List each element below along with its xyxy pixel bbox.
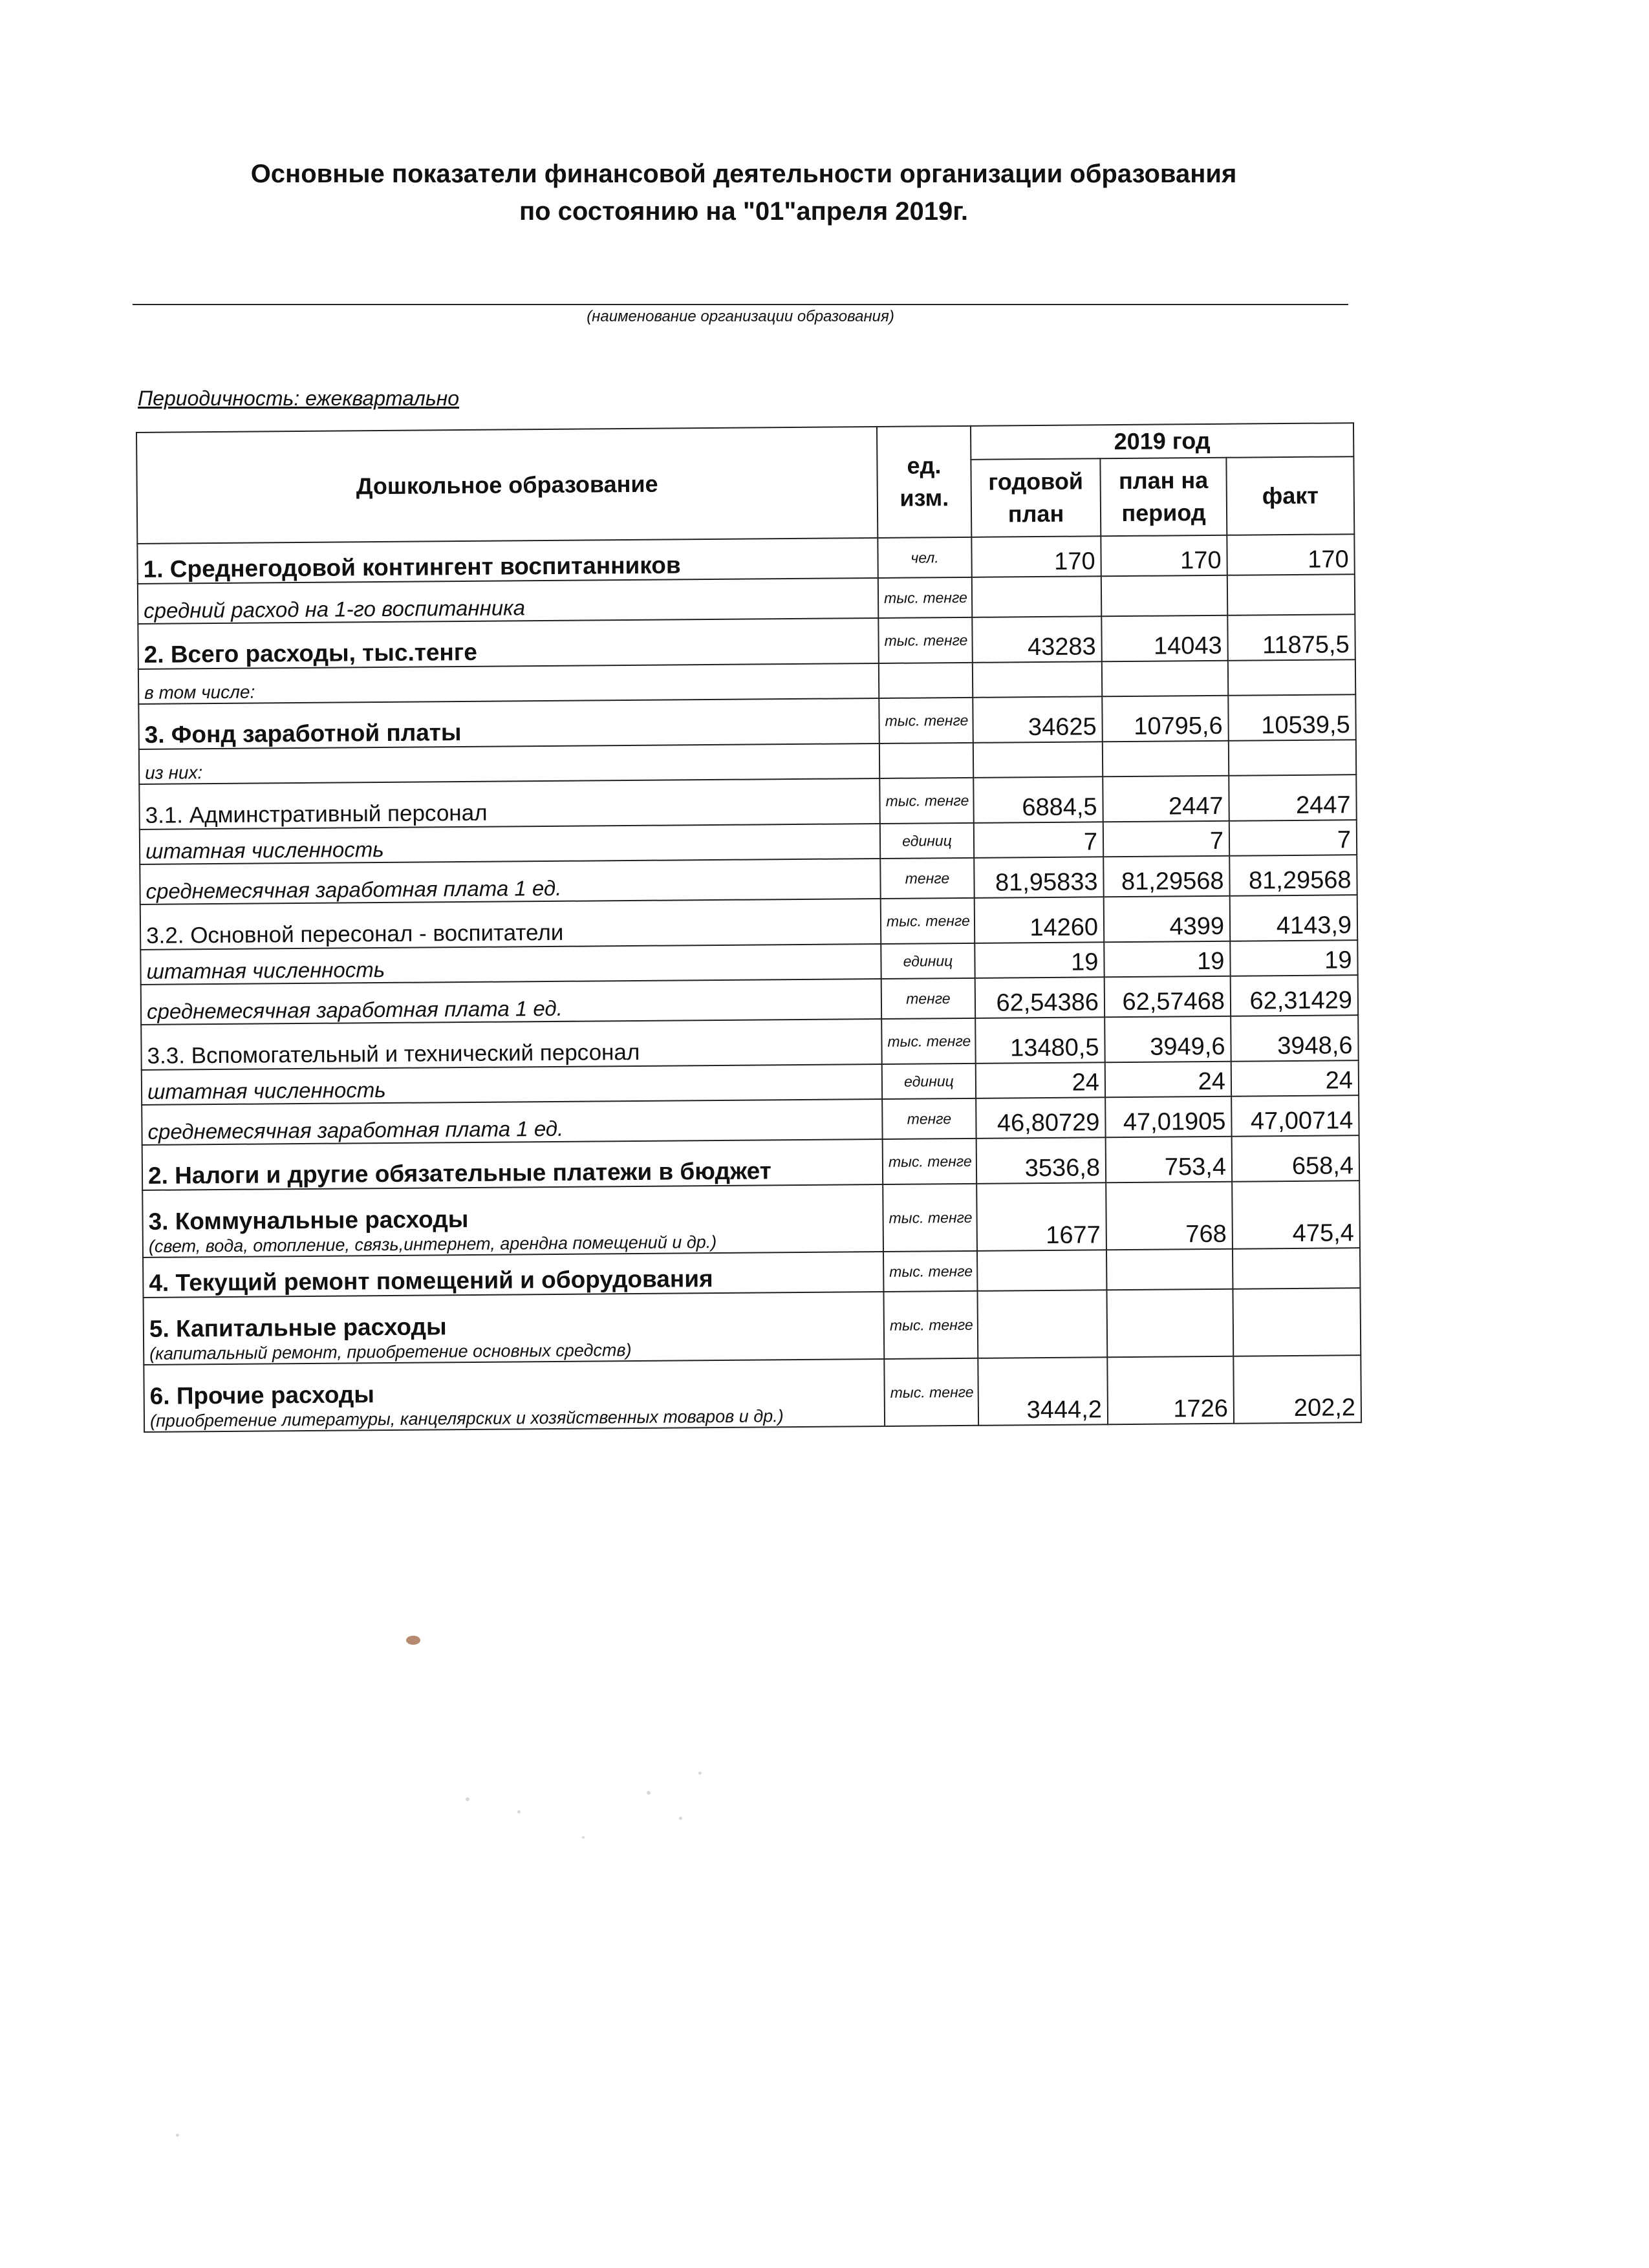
row-period-plan: 14043 bbox=[1101, 615, 1228, 662]
row-unit: тыс. тенге bbox=[879, 778, 974, 824]
scan-noise bbox=[517, 1810, 521, 1813]
row-period-plan: 170 bbox=[1101, 535, 1227, 577]
row-fact: 4143,9 bbox=[1230, 895, 1358, 941]
report-table-wrapper bbox=[136, 422, 1361, 1433]
header-period-plan: план на период bbox=[1100, 458, 1227, 537]
title-line-2: по состоянию на "01"апреля 2019г. bbox=[519, 197, 969, 226]
row-annual-plan: 24 bbox=[976, 1062, 1105, 1098]
row-unit: тыс. тенге bbox=[879, 698, 973, 744]
row-annual-plan: 43283 bbox=[972, 616, 1102, 663]
header-year: 2019 год bbox=[971, 423, 1353, 460]
row-unit: тыс. тенге bbox=[883, 1291, 978, 1359]
row-period-plan: 47,01905 bbox=[1105, 1097, 1231, 1138]
periodicity-label: Периодичность: ежеквартально bbox=[138, 387, 460, 410]
row-annual-plan bbox=[973, 742, 1103, 778]
row-name: штатная численность bbox=[140, 824, 880, 864]
row-unit bbox=[879, 663, 973, 698]
row-unit: тыс. тенге bbox=[878, 617, 973, 663]
scan-noise bbox=[582, 1836, 585, 1839]
row-period-plan: 24 bbox=[1105, 1062, 1231, 1098]
scan-noise bbox=[466, 1797, 469, 1801]
row-period-plan: 2447 bbox=[1103, 776, 1229, 822]
row-annual-plan: 170 bbox=[971, 536, 1101, 577]
row-unit: тыс. тенге bbox=[884, 1358, 978, 1426]
row-fact: 24 bbox=[1231, 1060, 1359, 1097]
scan-noise bbox=[679, 1817, 682, 1820]
row-name: среднемесячная заработная плата 1 ед. bbox=[141, 979, 881, 1025]
row-annual-plan: 3536,8 bbox=[976, 1137, 1106, 1184]
row-unit: тыс. тенге bbox=[881, 1018, 976, 1064]
row-unit: единиц bbox=[880, 823, 974, 859]
row-period-plan bbox=[1106, 1249, 1233, 1290]
row-unit: единиц bbox=[882, 1064, 976, 1099]
row-name: 3. Фонд заработной платы bbox=[138, 698, 879, 749]
row-annual-plan bbox=[977, 1250, 1106, 1291]
row-annual-plan: 14260 bbox=[975, 897, 1105, 943]
row-name: 3.2. Основной пересонал - воспитатели bbox=[140, 899, 881, 950]
row-fact: 2447 bbox=[1229, 775, 1357, 821]
row-name: в том числе: bbox=[138, 663, 879, 704]
row-annual-plan: 3444,2 bbox=[978, 1357, 1108, 1426]
header-annual-plan: годовой план bbox=[971, 458, 1101, 537]
row-period-plan: 1726 bbox=[1107, 1356, 1234, 1425]
row-name bbox=[144, 1359, 885, 1432]
row-fact bbox=[1229, 740, 1356, 776]
row-annual-plan: 13480,5 bbox=[975, 1017, 1105, 1064]
row-period-plan bbox=[1101, 575, 1227, 617]
row-fact: 81,29568 bbox=[1229, 855, 1357, 896]
scan-noise bbox=[698, 1771, 702, 1775]
row-unit: тыс. тенге bbox=[883, 1184, 977, 1252]
row-annual-plan: 1677 bbox=[976, 1182, 1106, 1251]
row-name-main: 3. Коммунальные расходы bbox=[148, 1205, 469, 1235]
header-unit: ед. изм. bbox=[877, 426, 971, 538]
row-name bbox=[142, 1184, 883, 1257]
row-period-plan: 81,29568 bbox=[1103, 856, 1229, 897]
row-name: из них: bbox=[139, 744, 879, 784]
row-name-main: 6. Прочие расходы bbox=[149, 1381, 375, 1409]
row-unit: чел. bbox=[878, 537, 971, 578]
row-fact: 10539,5 bbox=[1228, 694, 1356, 741]
row-name-main: 5. Капитальные расходы bbox=[149, 1313, 447, 1342]
header-name: Дошкольное образование bbox=[136, 427, 878, 544]
row-fact: 475,4 bbox=[1232, 1181, 1360, 1249]
row-unit: единиц bbox=[881, 943, 975, 979]
row-annual-plan bbox=[977, 1290, 1107, 1358]
row-period-plan: 62,57468 bbox=[1105, 976, 1231, 1018]
title-line-1: Основные показатели финансовой деятельности организации образования bbox=[250, 160, 1237, 188]
row-unit: тенге bbox=[882, 1098, 976, 1139]
row-unit bbox=[879, 743, 973, 778]
scan-noise bbox=[647, 1791, 651, 1795]
header-fact: факт bbox=[1226, 456, 1354, 535]
row-name: 3.1. Админстративный персонал bbox=[139, 778, 880, 829]
row-fact: 658,4 bbox=[1232, 1135, 1360, 1182]
row-period-plan bbox=[1106, 1289, 1233, 1358]
row-name: 1. Среднегодовой контингент воспитанников bbox=[137, 538, 878, 584]
row-period-plan: 10795,6 bbox=[1102, 696, 1229, 742]
row-name-note: (приобретение литературы, канцелярских и хозяйственных товаров и др.) bbox=[149, 1406, 784, 1431]
row-annual-plan: 7 bbox=[974, 822, 1103, 858]
row-period-plan: 768 bbox=[1106, 1182, 1233, 1250]
row-period-plan bbox=[1102, 661, 1228, 697]
row-fact: 170 bbox=[1227, 534, 1354, 575]
row-annual-plan: 34625 bbox=[973, 696, 1103, 743]
document-title bbox=[194, 155, 1293, 230]
row-period-plan: 7 bbox=[1103, 821, 1229, 857]
row-annual-plan: 81,95833 bbox=[974, 857, 1103, 898]
row-name: среднемесячная заработная плата 1 ед. bbox=[142, 1099, 882, 1145]
row-fact: 11875,5 bbox=[1227, 614, 1355, 661]
row-unit: тыс. тенге bbox=[883, 1251, 977, 1292]
row-fact bbox=[1233, 1288, 1361, 1356]
row-fact bbox=[1227, 574, 1355, 615]
row-unit: тыс. тенге bbox=[883, 1139, 977, 1184]
row-fact: 3948,6 bbox=[1231, 1015, 1359, 1062]
row-fact: 7 bbox=[1229, 820, 1357, 856]
table-row bbox=[142, 1181, 1360, 1257]
row-name: 2. Налоги и другие обязательные платежи в бюджет bbox=[142, 1139, 883, 1190]
row-fact bbox=[1228, 659, 1355, 696]
row-name: 2. Всего расходы, тыс.тенге bbox=[138, 618, 879, 669]
row-annual-plan bbox=[972, 576, 1101, 617]
row-period-plan: 753,4 bbox=[1106, 1137, 1233, 1183]
organization-name-line bbox=[133, 304, 1348, 305]
row-period-plan: 19 bbox=[1104, 941, 1230, 978]
report-table-body bbox=[137, 534, 1361, 1432]
row-annual-plan: 62,54386 bbox=[975, 977, 1105, 1018]
row-annual-plan: 46,80729 bbox=[976, 1097, 1105, 1139]
organization-name-caption: (наименование организации образования) bbox=[587, 308, 894, 325]
row-annual-plan bbox=[973, 661, 1102, 698]
row-fact: 202,2 bbox=[1233, 1355, 1361, 1424]
row-name bbox=[144, 1292, 885, 1365]
row-unit: тенге bbox=[880, 858, 974, 899]
row-name: средний расход на 1-го воспитанника bbox=[138, 578, 878, 624]
row-name: 3.3. Вспомогательный и технический персонал bbox=[141, 1019, 882, 1070]
row-unit: тыс. тенге bbox=[881, 898, 975, 944]
row-unit: тенге bbox=[881, 978, 975, 1019]
row-fact: 62,31429 bbox=[1231, 975, 1358, 1016]
row-fact: 47,00714 bbox=[1231, 1095, 1359, 1137]
row-name: штатная численность bbox=[142, 1064, 882, 1105]
scan-noise bbox=[176, 2134, 179, 2137]
row-name: штатная численность bbox=[140, 944, 881, 985]
row-period-plan: 4399 bbox=[1104, 896, 1231, 943]
row-name-note: (капитальный ремонт, приобретение основных средств) bbox=[149, 1340, 632, 1364]
row-fact bbox=[1233, 1248, 1360, 1289]
row-name: среднемесячная заработная плата 1 ед. bbox=[140, 859, 880, 904]
table-row bbox=[144, 1288, 1361, 1365]
row-fact: 19 bbox=[1230, 940, 1357, 976]
report-table bbox=[136, 422, 1362, 1433]
row-annual-plan: 19 bbox=[975, 942, 1104, 978]
row-period-plan: 3949,6 bbox=[1105, 1016, 1231, 1063]
row-period-plan bbox=[1103, 741, 1229, 777]
row-annual-plan: 6884,5 bbox=[973, 776, 1103, 823]
scan-speck bbox=[406, 1636, 420, 1645]
row-name-note: (свет, вода, отопление, связь,интернет, арендна помещений и др.) bbox=[148, 1232, 717, 1256]
row-unit: тыс. тенге bbox=[878, 577, 972, 618]
table-row bbox=[144, 1355, 1361, 1432]
row-name: 4. Текущий ремонт помещений и оборудования bbox=[143, 1252, 883, 1298]
